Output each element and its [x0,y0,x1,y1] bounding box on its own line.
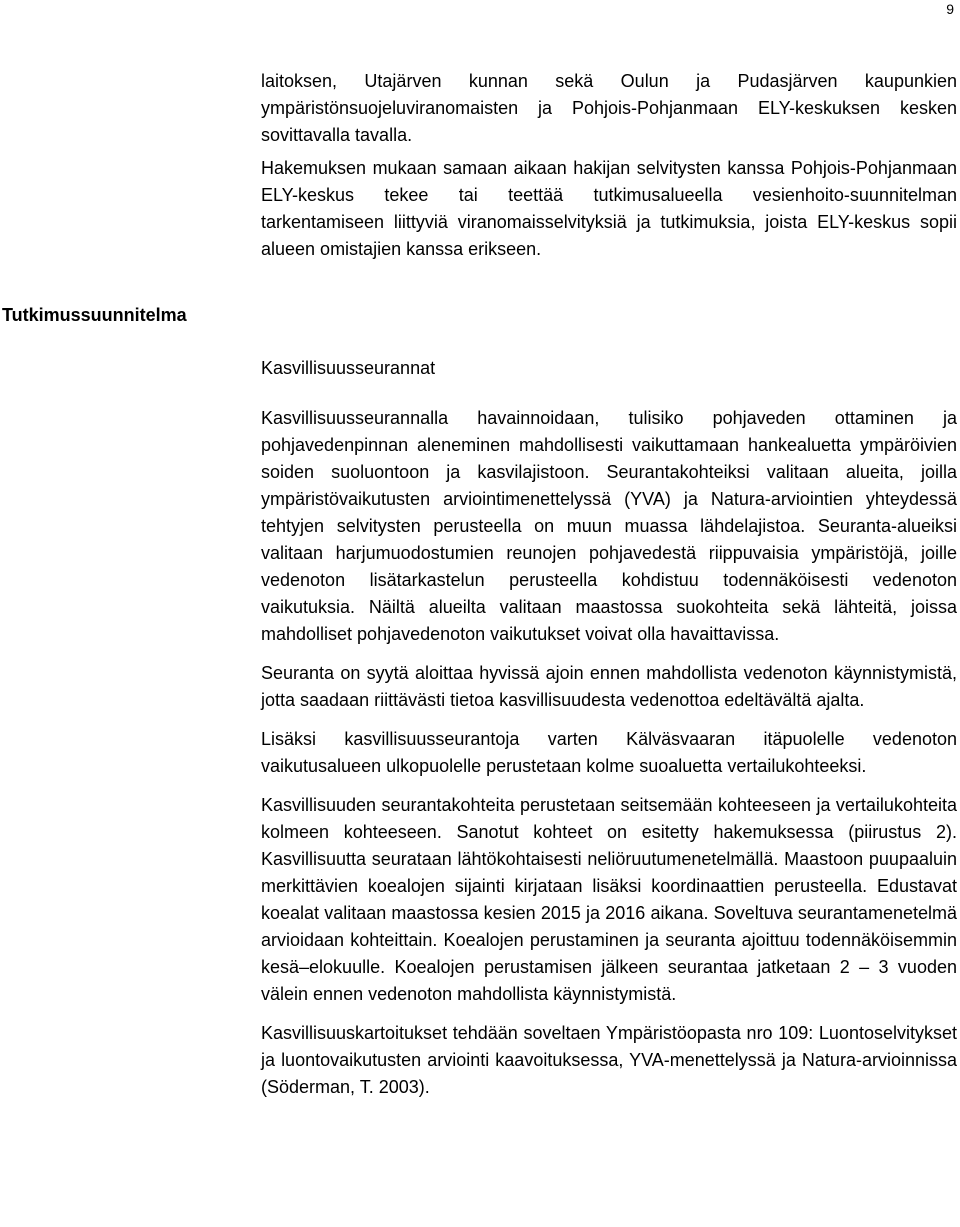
body-paragraph: Kasvillisuuskartoitukset tehdään soveltaen Ympäristöopasta nro 109: Luontoselvitykset ja luontovaikutusten arviointi kaavoituksessa, YVA-menettelyssä ja Natura-arvioinnissa (Söderman, T. 2003). [261,1023,957,1097]
body-paragraph: Seuranta on syytä aloittaa hyvissä ajoin ennen mahdollista vedenoton käynnistymistä, jotta saadaan riittävästi tietoa kasvillisuudesta vedenottoa edeltävältä ajalta. [261,663,957,710]
section-body [261,355,957,1113]
body-paragraph: Kasvillisuuden seurantakohteita perustetaan seitsemään kohteeseen ja vertailukohteita kolmeen kohteeseen. Sanotut kohteet on esitetty hakemuksessa (piirustus 2). Kasvillisuutta seurataan lähtökohtaisesti neliöruutumenetelmällä. Maastoon puupaaluin merkittävien koealojen sijainti kirjataan lisäksi koordinaattien perusteella. Edustavat koealat valitaan maastossa kesien 2015 ja 2016 aikana. Soveltuva seurantamenetelmä arvioidaan kohteittain. Koealojen perustaminen ja seuranta ajoittuu todennäköisemmin kesä–elokuulle. Koealojen perustamisen jälkeen seurantaa jatketaan 2 – 3 vuoden välein ennen vedenoton mahdollista käynnistymistä. [261,795,957,1004]
intro-text [261,68,957,273]
page-number: 9 [946,1,954,17]
intro-paragraph: laitoksen, Utajärven kunnan sekä Oulun ja Pudasjärven kaupunkien ympäristönsuojeluviranomaisten ja Pohjois-Pohjanmaan ELY-keskuksen kesken sovittavalla tavalla. [261,71,957,145]
body-paragraph: Lisäksi kasvillisuusseurantoja varten Kälväsvaaran itäpuolelle vedenoton vaikutusalueen ulkopuolelle perustetaan kolme suoaluetta vertailukohteeksi. [261,729,957,776]
intro-paragraph: Hakemuksen mukaan samaan aikaan hakijan selvitysten kanssa Pohjois-Pohjanmaan ELY-keskus tekee tai teettää tutkimusalueella vesienhoito-suunnitelman tarkentamiseen liittyviä viranomaisselvityksiä ja tutkimuksia, joista ELY-keskus sopii alueen omistajien kanssa erikseen. [261,158,957,259]
section-subheading: Kasvillisuusseurannat [261,358,436,378]
body-paragraph: Kasvillisuusseurannalla havainnoidaan, tulisiko pohjaveden ottaminen ja pohjavedenpinnan aleneminen mahdollisesti vaikuttamaan hankealuetta ympäröivien soiden suoluontoon ja kasvilajistoon. Seurantakohteiksi valitaan alueita, joilla ympäristövaikutusten arviointimenettelyssä (YVA) ja Natura-arviointien yhteydessä tehtyjen selvitysten perusteella on muun muassa lähdelajistoa. Seuranta-alueiksi valitaan harjumuodostumien reunojen pohjavedestä riippuvaisia ympäristöjä, joille vedenoton lisätarkastelun perusteella kohdistuu todennäköisesti vedenoton vaikutuksia. Näiltä alueilta valitaan maastossa suokohteita sekä lähteitä, joissa mahdolliset pohjavedenoton vaikutukset voivat olla havaittavissa. [261,408,957,644]
section-heading: Tutkimussuunnitelma [2,305,187,325]
